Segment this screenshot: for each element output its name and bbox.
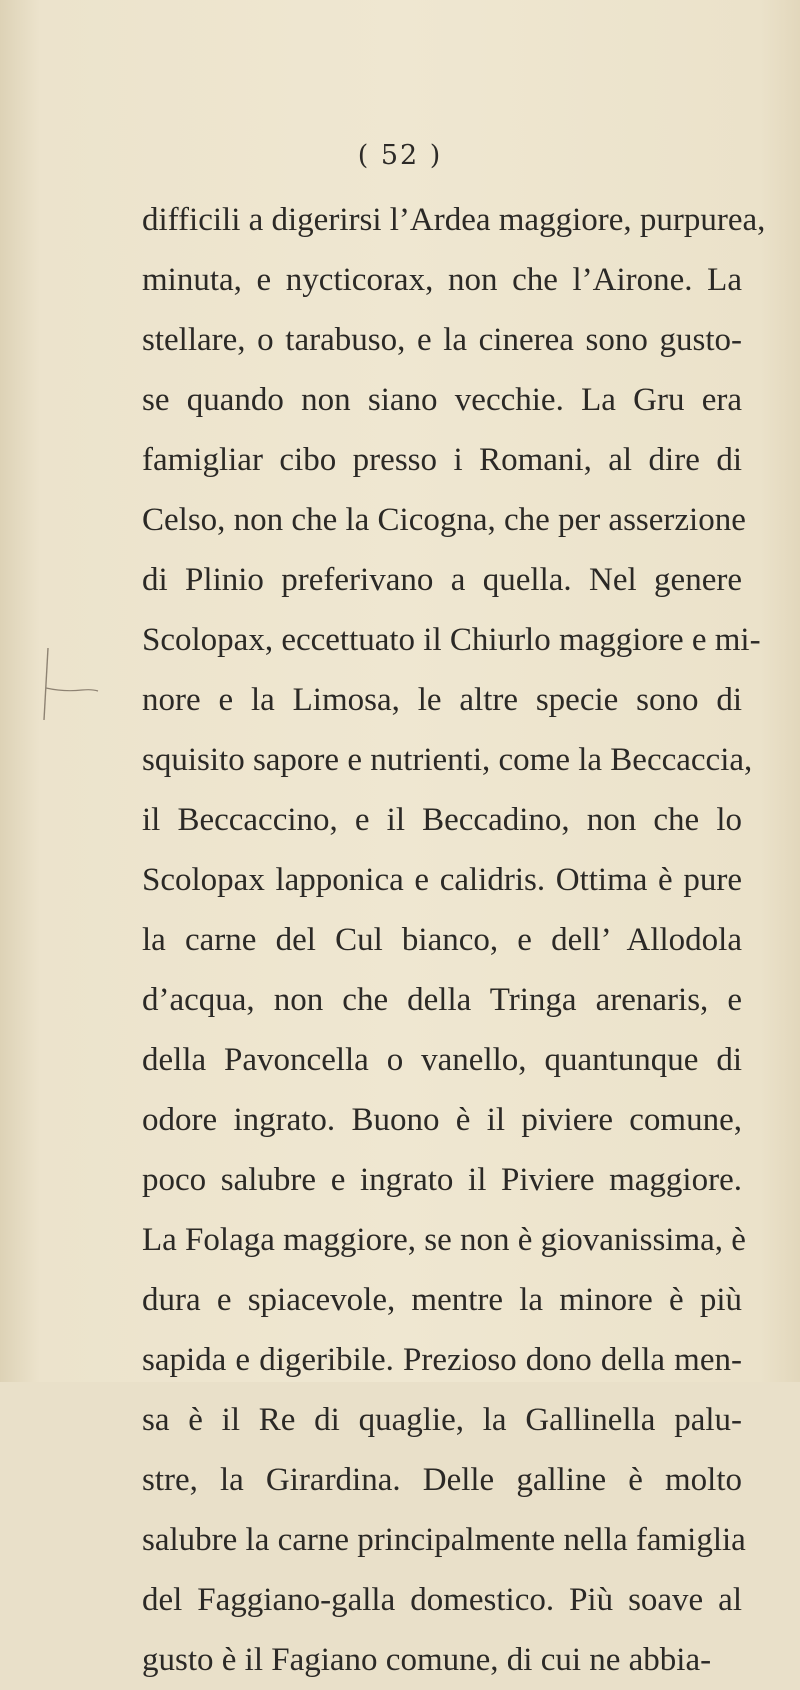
text-line: Celso, non che la Cicogna, che per asserzione <box>142 502 746 538</box>
text-line: la carne del Cul bianco, e dell’ Allodola <box>142 922 742 958</box>
text-line: famigliar cibo presso i Romani, al dire di <box>142 442 742 478</box>
text-line: Scolopax lapponica e calidris. Ottima è pure <box>142 862 742 898</box>
text-line: del Faggiano-galla domestico. Più soave al <box>142 1582 742 1618</box>
text-line: salubre la carne principalmente nella famiglia <box>142 1522 746 1558</box>
text-line: il Beccaccino, e il Beccadino, non che lo <box>142 802 742 838</box>
text-line: difficili a digerirsi l’Ardea maggiore, purpurea, <box>142 202 766 238</box>
text-line: poco salubre e ingrato il Piviere maggiore. <box>142 1162 742 1198</box>
pencil-mark-icon <box>34 640 104 730</box>
text-line: La Folaga maggiore, se non è giovanissima, è <box>142 1222 746 1258</box>
text-line: dura e spiacevole, mentre la minore è più <box>142 1282 742 1318</box>
margin-pencil-mark <box>34 640 104 730</box>
text-line: Scolopax, eccettuato il Chiurlo maggiore e mi- <box>142 622 761 658</box>
body-text <box>142 190 766 1690</box>
text-line: odore ingrato. Buono è il piviere comune, <box>142 1102 742 1138</box>
text-line: gusto è il Fagiano comune, di cui ne abbia- <box>142 1642 712 1678</box>
text-line: stre, la Girardina. Delle galline è molto <box>142 1462 742 1498</box>
text-line: squisito sapore e nutrienti, come la Beccaccia, <box>142 742 753 778</box>
text-line: d’acqua, non che della Tringa arenaris, e <box>142 982 742 1018</box>
text-line: di Plinio preferivano a quella. Nel genere <box>142 562 742 598</box>
text-line: della Pavoncella o vanello, quantunque di <box>142 1042 742 1078</box>
text-line: minuta, e nycticorax, non che l’Airone. La <box>142 262 742 298</box>
text-line: sapida e digeribile. Prezioso dono della men- <box>142 1342 742 1378</box>
text-line: stellare, o tarabuso, e la cinerea sono gusto- <box>142 322 742 358</box>
text-line: se quando non siano vecchie. La Gru era <box>142 382 742 418</box>
text-line: sa è il Re di quaglie, la Gallinella palu- <box>142 1402 742 1438</box>
text-line: nore e la Limosa, le altre specie sono di <box>142 682 742 718</box>
page-number: ( 52 ) <box>357 140 443 171</box>
